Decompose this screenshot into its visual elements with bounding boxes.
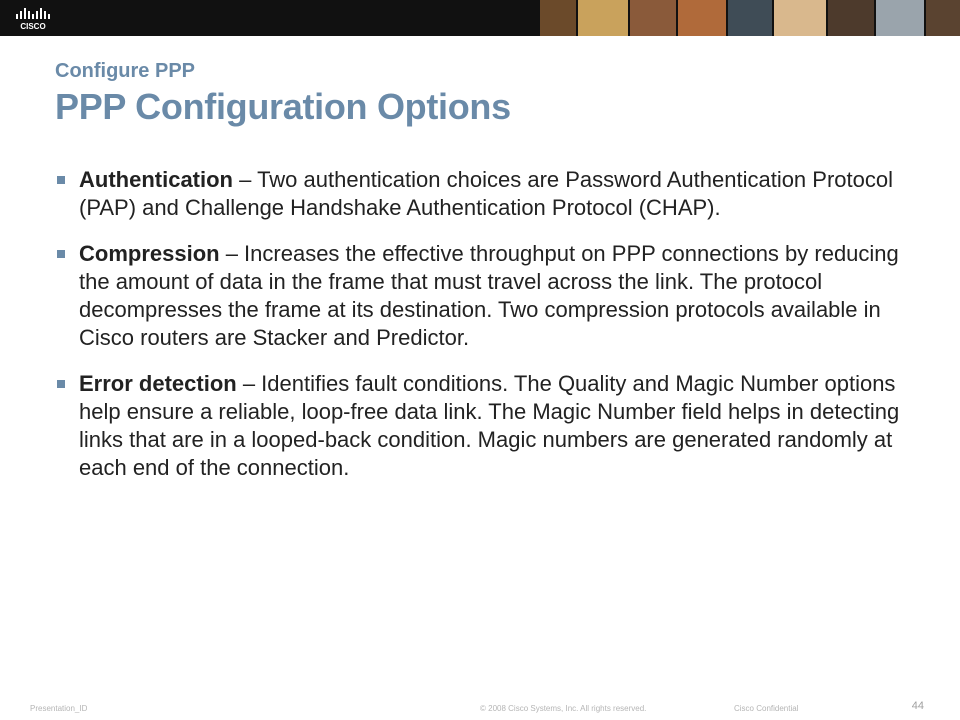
photo-tile — [826, 0, 874, 36]
photo-tile — [538, 0, 576, 36]
bullet-term: Compression — [79, 241, 220, 266]
photo-tile — [772, 0, 826, 36]
bullet-error-detection — [55, 370, 915, 482]
bullet-compression — [55, 240, 915, 352]
bullet-text: – Identifies fault conditions. The Quality and Magic Number options help ensure a reliable, loop-free data link. The Magic Number field helps in detecting links that are in a looped-back condition. Magic numbers are generated randomly at each end of the connection. — [79, 371, 900, 480]
photo-tile — [874, 0, 924, 36]
photo-tile — [726, 0, 772, 36]
bullet-text: – Increases the effective throughput on PPP connections by reducing the amount of data in the frame that must travel across the link. The protocol decompresses the frame at its destination. Two compression protocols available in Cisco routers are Stacker and Predictor. — [79, 241, 899, 350]
bullet-term: Error detection — [79, 371, 237, 396]
page-number: 44 — [911, 700, 924, 712]
square-bullet-icon — [57, 250, 65, 258]
square-bullet-icon — [57, 176, 65, 184]
cisco-logo-icon — [14, 4, 58, 32]
slide-subtitle: Configure PPP — [55, 60, 196, 82]
photo-tile — [576, 0, 628, 36]
bullet-list — [55, 166, 915, 500]
photo-tile — [676, 0, 726, 36]
logo-text: CISCO — [20, 22, 46, 31]
photo-tile — [924, 0, 960, 36]
footer-confidential: Cisco Confidential — [734, 704, 799, 713]
footer-copyright: © 2008 Cisco Systems, Inc. All rights reserved. — [480, 704, 647, 713]
header-band — [0, 0, 960, 36]
bullet-text: – Two authentication choices are Password Authentication Protocol (PAP) and Challenge Handshake Authentication Protocol (CHAP). — [79, 167, 893, 220]
bullet-authentication — [55, 166, 915, 222]
square-bullet-icon — [57, 380, 65, 388]
bullet-term: Authentication — [79, 167, 233, 192]
photo-strip — [538, 0, 960, 36]
slide-title: PPP Configuration Options — [55, 86, 511, 127]
photo-tile — [628, 0, 676, 36]
footer-presentation-id: Presentation_ID — [30, 704, 88, 713]
